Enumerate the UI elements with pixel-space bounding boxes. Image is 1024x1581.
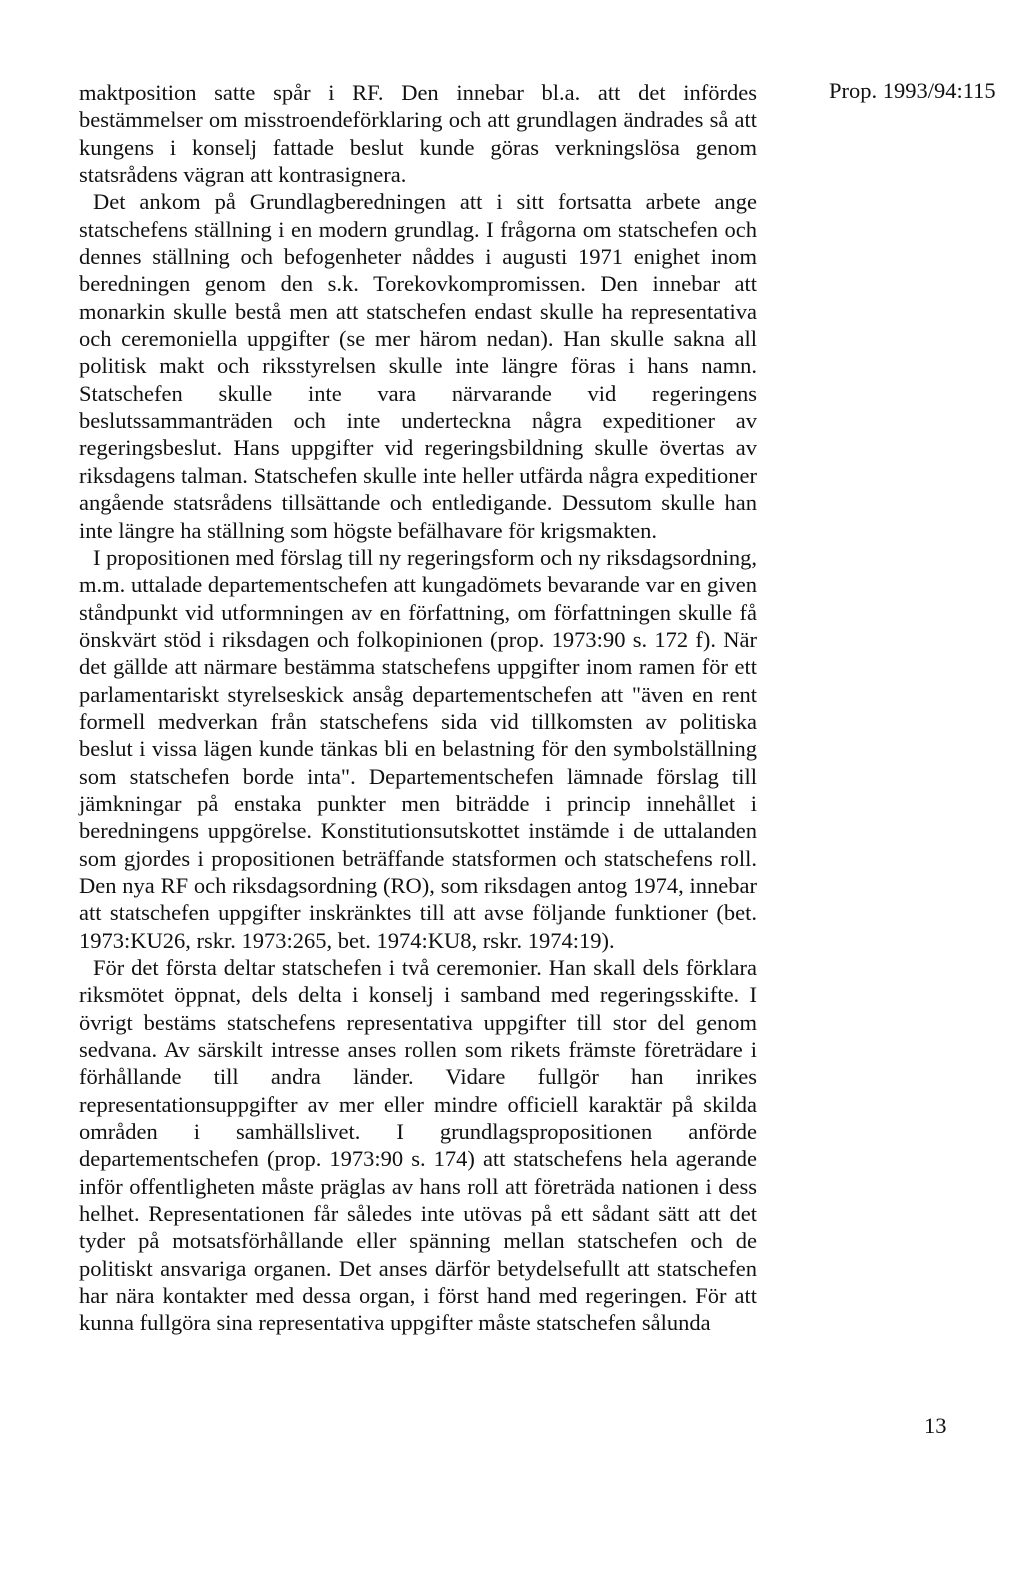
proposition-reference: Prop. 1993/94:115 (829, 78, 996, 103)
paragraph-2: Det ankom på Grundlagberedningen att i sitt fortsatta arbete ange statschefens ställning i en modern grundlag. I frågorna om statschefen och dennes ställning och befogenheter nåddes i augusti 1971 enighet inom beredningen genom den s.k. Torekovkompromissen. Den innebar att monarkin skulle bestå men att statschefen endast skulle ha representativa och ceremoniella uppgifter (se mer härom nedan). Han skulle sakna all politisk makt och riksstyrelsen skulle inte längre föras i hans namn. Statschefen skulle inte vara närvarande vid regeringens beslutssammanträden och inte underteckna några expeditioner av regeringsbeslut. Hans uppgifter vid regeringsbildning skulle övertas av riksdagens talman. Statschefen skulle inte heller utfärda några expeditioner angående statsrådens tillsättande och entledigande. Dessutom skulle han inte längre ha ställning som högste befälhavare för krigsmakten. (79, 189, 757, 543)
paragraph-4: För det första deltar statschefen i två ceremonier. Han skall dels förklara riksmötet öppnat, dels delta i konselj i samband med regeringsskifte. I övrigt bestäms statschefens representativa uppgifter till stor del genom sedvana. Av särskilt intresse anses rollen som rikets främste företrädare i förhållande till andra länder. Vidare fullgör han inrikes representationsuppgifter av mer eller mindre officiell karaktär på skilda områden i samhällslivet. I grundlagspropositionen anförde departementschefen (prop. 1973:90 s. 174) att statschefens hela agerande inför offentligheten måste präglas av hans roll att företräda nationen i dess helhet. Representationen får således inte utövas på ett sådant sätt att det tyder på motsatsförhållande eller spänning mellan statschefen och de politiskt ansvariga organen. Det anses därför betydelsefullt att statschefen har nära kontakter med dessa organ, i först hand med regeringen. För att kunna fullgöra sina representativa uppgifter måste statschefen sålunda (79, 955, 757, 1336)
paragraph-3: I propositionen med förslag till ny regeringsform och ny riksdagsordning, m.m. uttalade departementschefen att kungadömets bevarande var en given ståndpunkt vid utformningen av en författning, om författningen skulle få önskvärt stöd i riksdagen och folkopinionen (prop. 1973:90 s. 172 f). När det gällde att närmare bestämma statschefens uppgifter inom ramen för ett parlamentariskt styrelseskick ansåg departementschefen att "även en rent formell medverkan från statschefens sida vid tillkomsten av politiska beslut i vissa lägen kunde tänkas bli en belastning för den symbolställning som statschefen borde inta". Departementschefen lämnade förslag till jämkningar på enstaka punkter men biträdde i princip innehållet i beredningens uppgörelse. Konstitutionsutskottet instämde i de uttalanden som gjordes i propositionen beträffande statsformen och statschefens roll. Den nya RF och riksdagsordning (RO), som riksdagen antog 1974, innebar att statschefen uppgifter inskränktes till att avse följande funktioner (bet. 1973:KU26, rskr. 1973:265, bet. 1974:KU8, rskr. 1974:19). (79, 544, 757, 953)
body-text (79, 79, 757, 1337)
paragraph-1: maktposition satte spår i RF. Den innebar bl.a. att det infördes bestämmelser om misstroendeförklaring och att grundlagen ändrades så att kungens i konselj fattade beslut kunde göras verkningslösa genom statsrådens vägran att kontrasignera. (79, 80, 757, 188)
page-number: 13 (924, 1413, 947, 1438)
